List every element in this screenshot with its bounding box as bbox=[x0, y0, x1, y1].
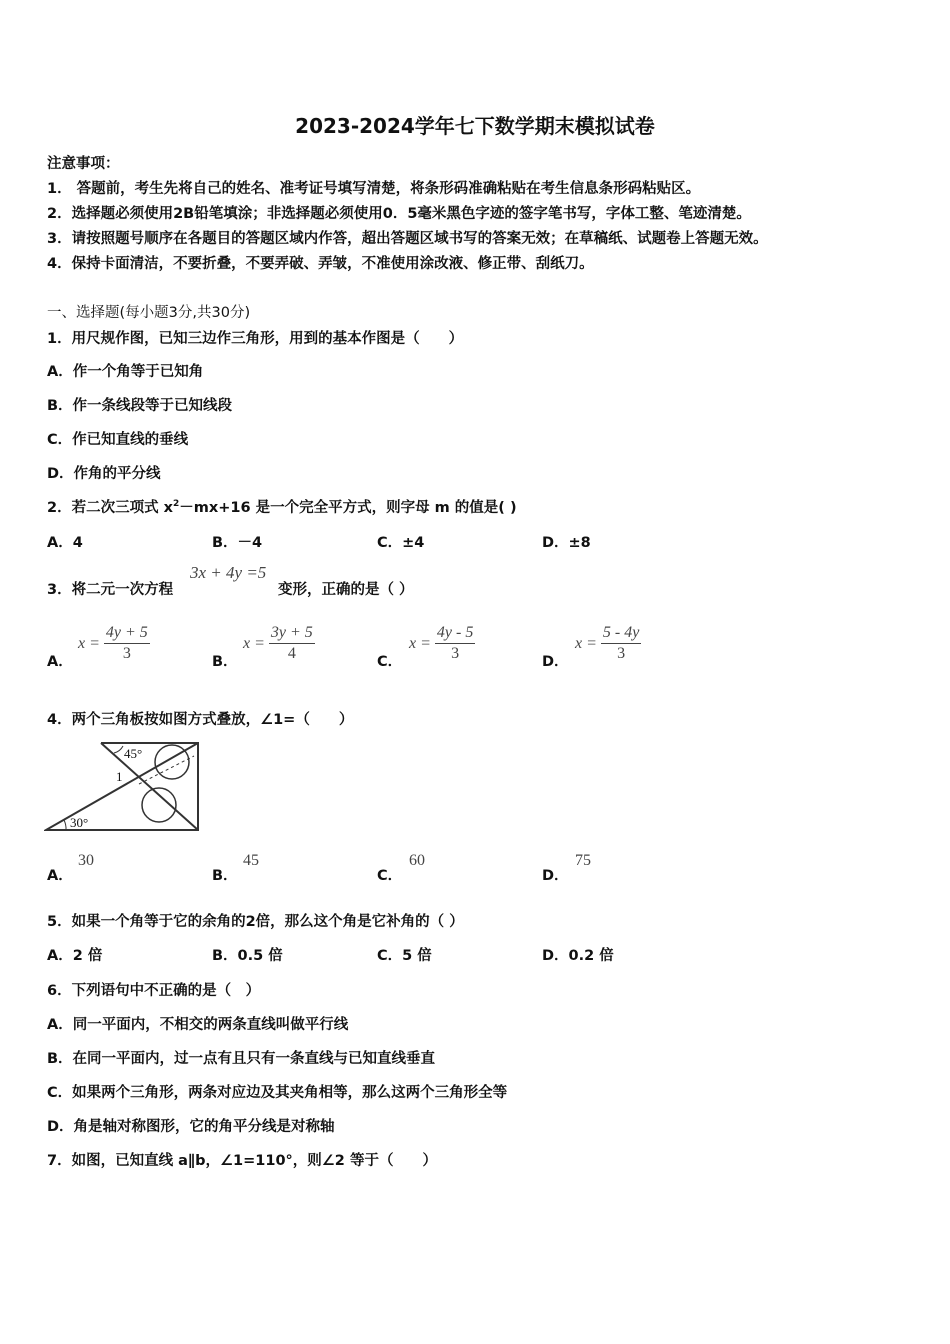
fraction-denominator: 3 bbox=[122, 645, 131, 662]
fraction-denominator: 4 bbox=[287, 645, 296, 662]
q5-option-c[interactable]: C．5 倍 bbox=[377, 948, 432, 964]
angle-30-label: 30° bbox=[70, 815, 89, 830]
notice-item: 4．保持卡面清洁，不要折叠，不要弄破、弄皱，不准使用涂改液、修正带、刮纸刀。 bbox=[47, 256, 594, 272]
angle-arc bbox=[64, 820, 66, 830]
q6-option-d[interactable]: D．角是轴对称图形，它的角平分线是对称轴 bbox=[47, 1119, 335, 1135]
angle-1-label: 1 bbox=[116, 769, 123, 784]
q3-equation: 3x + 4y =5 bbox=[190, 563, 267, 582]
section-heading: 一、选择题(每小题3分,共30分) bbox=[47, 305, 251, 321]
q3-option-d-label[interactable]: D． bbox=[542, 654, 569, 670]
notice-item: 3．请按照题号顺序在各题目的答题区域内作答，超出答题区域书写的答案无效；在草稿纸、试题卷上答题无效。 bbox=[47, 231, 768, 247]
q3-lhs: x = bbox=[575, 634, 597, 652]
q1-option-d[interactable]: D．作角的平分线 bbox=[47, 466, 161, 482]
fraction-numerator: 4y - 5 bbox=[435, 623, 475, 644]
q2-option-a[interactable]: A．4 bbox=[47, 535, 83, 551]
q3-option-b-label[interactable]: B． bbox=[212, 654, 238, 670]
q2-option-c[interactable]: C．±4 bbox=[377, 535, 425, 551]
fraction-numerator: 3y + 5 bbox=[269, 623, 315, 644]
q4-option-b-value[interactable]: 45 bbox=[243, 852, 259, 869]
fraction-denominator: 3 bbox=[451, 645, 460, 662]
question-7-stem: 7．如图，已知直线 a∥b，∠1=110°，则∠2 等于（ ） bbox=[47, 1153, 437, 1169]
q4-option-d-value[interactable]: 75 bbox=[575, 852, 591, 869]
question-5-stem: 5．如果一个角等于它的余角的2倍，那么这个角是它补角的（ ） bbox=[47, 914, 464, 930]
question-1-stem: 1．用尺规作图，已知三边作三角形，用到的基本作图是（ ） bbox=[47, 331, 464, 347]
q6-option-b[interactable]: B．在同一平面内，过一点有且只有一条直线与已知直线垂直 bbox=[47, 1051, 436, 1067]
q6-option-c[interactable]: C．如果两个三角形，两条对应边及其夹角相等，那么这两个三角形全等 bbox=[47, 1085, 508, 1101]
q3-lhs: x = bbox=[243, 634, 265, 652]
q6-option-a[interactable]: A．同一平面内，不相交的两条直线叫做平行线 bbox=[47, 1017, 349, 1033]
q1-option-c[interactable]: C．作已知直线的垂线 bbox=[47, 432, 189, 448]
notice-heading: 注意事项： bbox=[47, 156, 120, 172]
q3-stem-post: 变形，正确的是（ ） bbox=[278, 582, 414, 598]
forty-five-triangle-hypotenuse bbox=[101, 743, 198, 830]
q3-lhs: x = bbox=[78, 634, 100, 652]
q5-option-a[interactable]: A．2 倍 bbox=[47, 948, 103, 964]
q3-option-c-formula[interactable] bbox=[409, 623, 475, 664]
q4-option-b-label[interactable]: B． bbox=[212, 868, 238, 884]
q3-option-d-formula[interactable] bbox=[575, 623, 641, 664]
exam-title: 2023-2024学年七下数学期末模拟试卷 bbox=[295, 114, 655, 138]
q4-option-c-label[interactable]: C． bbox=[377, 868, 403, 884]
q2-exponent: 2 bbox=[173, 499, 180, 510]
q2-option-d[interactable]: D．±8 bbox=[542, 535, 591, 551]
q3-option-a-formula[interactable] bbox=[78, 623, 150, 664]
q5-option-d[interactable]: D．0.2 倍 bbox=[542, 948, 614, 964]
notice-item: 2．选择题必须使用2B铅笔填涂；非选择题必须使用0．5毫米黑色字迹的签字笔书写，字体工整、笔迹清楚。 bbox=[47, 206, 751, 222]
fraction-denominator: 3 bbox=[617, 645, 626, 662]
q5-option-b[interactable]: B．0.5 倍 bbox=[212, 948, 283, 964]
ruler-hole-circle bbox=[155, 745, 189, 779]
q2-stem-post: －mx+16 是一个完全平方式，则字母 m 的值是( ) bbox=[179, 500, 517, 516]
q4-option-a-label[interactable]: A． bbox=[47, 868, 73, 884]
q3-option-c-label[interactable]: C． bbox=[377, 654, 403, 670]
q2-stem-pre: 2．若二次三项式 x bbox=[47, 500, 173, 516]
angle-45-label: 45° bbox=[124, 746, 143, 761]
q1-option-b[interactable]: B．作一条线段等于已知线段 bbox=[47, 398, 233, 414]
q3-option-a-label[interactable]: A． bbox=[47, 654, 73, 670]
q3-stem-pre: 3．将二元一次方程 bbox=[47, 582, 174, 598]
angle-arc bbox=[114, 746, 123, 753]
notice-item: 1． 答题前，考生先将自己的姓名、准考证号填写清楚，将条形码准确粘贴在考生信息条形码粘贴区。 bbox=[47, 181, 701, 197]
fraction-numerator: 5 - 4y bbox=[601, 623, 641, 644]
question-6-stem: 6．下列语句中不正确的是（ ） bbox=[47, 983, 261, 999]
q4-option-c-value[interactable]: 60 bbox=[409, 852, 425, 869]
question-4-stem: 4．两个三角板按如图方式叠放，∠1=（ ） bbox=[47, 712, 354, 728]
q4-option-d-label[interactable]: D． bbox=[542, 868, 569, 884]
triangle-rulers-figure bbox=[44, 738, 204, 836]
q3-option-b-formula[interactable] bbox=[243, 623, 315, 664]
fraction-numerator: 4y + 5 bbox=[104, 623, 150, 644]
q2-option-b[interactable]: B．－4 bbox=[212, 535, 263, 551]
question-2-stem bbox=[47, 496, 517, 517]
q4-option-a-value[interactable]: 30 bbox=[78, 852, 94, 869]
thirty-degree-triangle bbox=[46, 743, 198, 830]
q1-option-a[interactable]: A．作一个角等于已知角 bbox=[47, 364, 204, 380]
q3-lhs: x = bbox=[409, 634, 431, 652]
